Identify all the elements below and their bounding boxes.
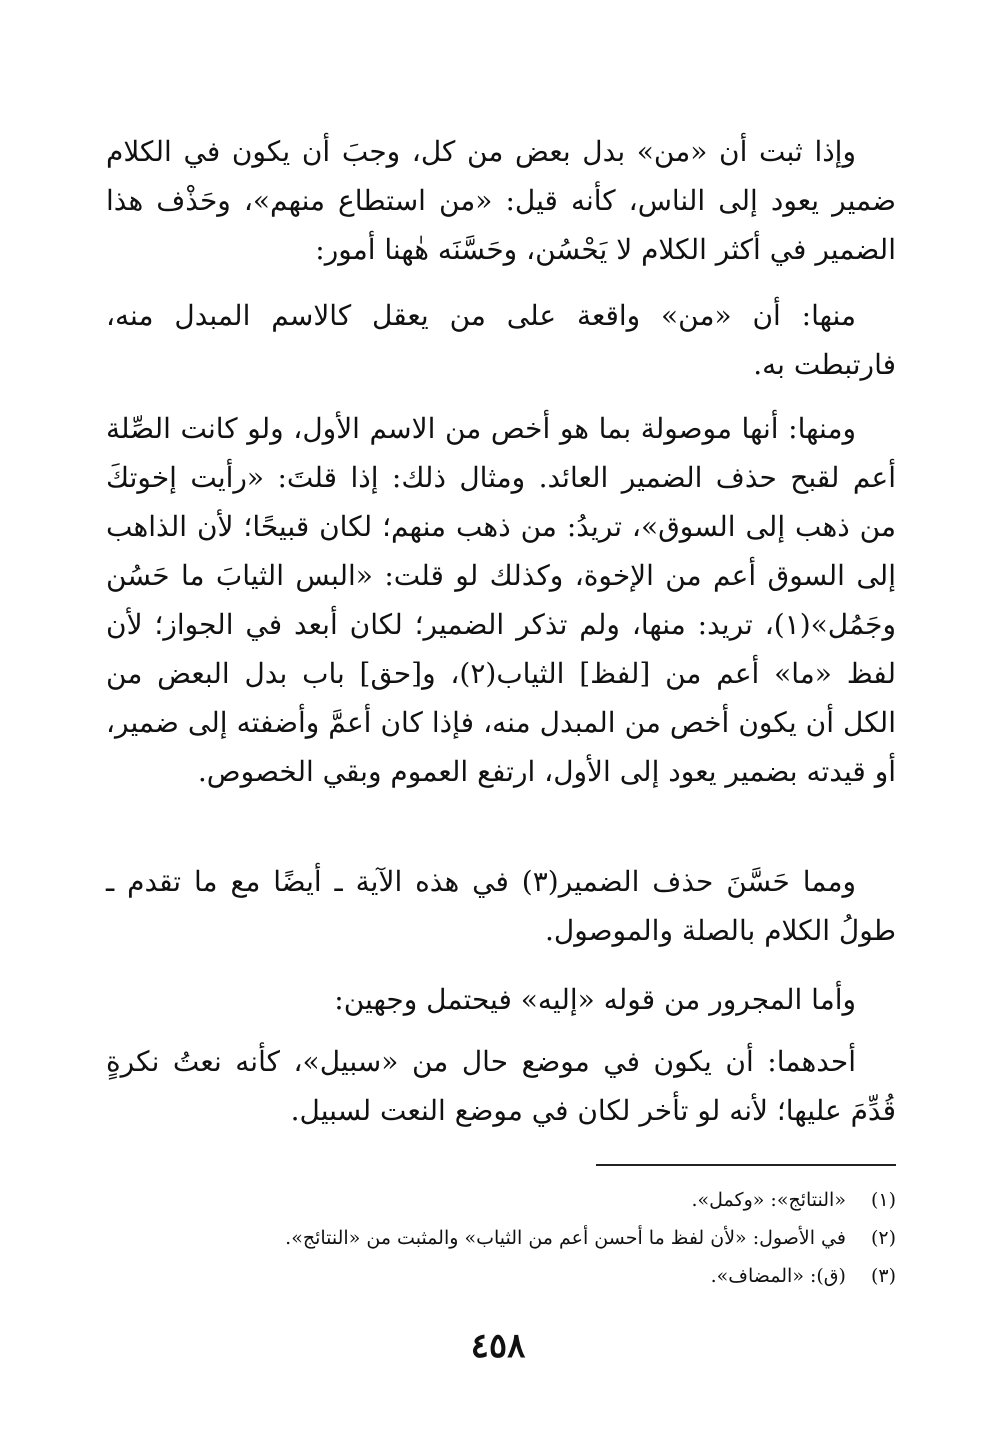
paragraph-4 bbox=[106, 857, 896, 955]
paragraph-6 bbox=[106, 1037, 896, 1135]
paragraph-text: ومما حَسَّنَ حذف الضمير(٣) في هذه الآية ـ أيضًا مع ما تقدم ـ طولُ الكلام بالصلة والموصول. bbox=[106, 865, 896, 947]
footnote-text: «النتائج»: «وكمل». bbox=[691, 1189, 846, 1211]
paragraph-text: وأما المجرور من قوله «إليه» فيحتمل وجهين: bbox=[334, 983, 856, 1016]
footnote-2 bbox=[106, 1219, 896, 1257]
footnote-number: (١) bbox=[870, 1189, 896, 1211]
footnote-1 bbox=[106, 1181, 896, 1219]
paragraph-text: أحدهما: أن يكون في موضع حال من «سبيل»، كأنه نعتُ نكرةٍ قُدِّمَ عليها؛ لأنه لو تأخر لكان في موضع النعت لسبيل. bbox=[106, 1045, 896, 1127]
footnote-number: (٣) bbox=[870, 1265, 896, 1287]
footnotes bbox=[106, 1181, 896, 1295]
footnote-divider bbox=[596, 1164, 896, 1166]
footnote-number: (٢) bbox=[870, 1227, 896, 1249]
footnote-text: (ق): «المضاف». bbox=[710, 1265, 846, 1287]
paragraph-text: منها: أن «من» واقعة على من يعقل كالاسم المبدل منه، فارتبطت به. bbox=[106, 299, 896, 381]
paragraph-text: وإذا ثبت أن «من» بدل بعض من كل، وجبَ أن يكون في الكلام ضمير يعود إلى الناس، كأنه قيل: «من استطاع منهم»، وحَذْف هذا الضمير في أكثر الكلام لا يَحْسُن، وحَسَّنَه هٰهنا أمور: bbox=[106, 135, 896, 266]
paragraph-1 bbox=[106, 127, 896, 274]
paragraph-text: ومنها: أنها موصولة بما هو أخص من الاسم الأول، ولو كانت الصِّلة أعم لقبح حذف الضمير العائد. ومثال ذلك: إذا قلتَ: «رأيت إخوتكَ من ذهب إلى السوق»، تريدُ: من ذهب منهم؛ لكان قبيحًا؛ لأن الذاهب إلى السوق أعم من الإخوة، وكذلك لو قلت: «البس الثيابَ ما حَسُن وجَمُل»(١)، تريد: منها، ولم تذكر الضمير؛ لكان أبعد في الجواز؛ لأن لفظ «ما» أعم من [لفظ] الثياب(٢)، و[حق] باب بدل البعض من الكل أن يكون أخص من المبدل منه، فإذا كان أعمَّ وأضفته إلى ضمير، أو قيدته بضمير يعود إلى الأول، ارتفع العموم وبقي الخصوص. bbox=[106, 412, 896, 788]
paragraph-2 bbox=[106, 291, 896, 389]
footnote-text: في الأصول: «لأن لفظ ما أحسن أعم من الثياب» والمثبت من «النتائج». bbox=[285, 1227, 846, 1249]
paragraph-3 bbox=[106, 404, 896, 796]
page-number: ٤٥٨ bbox=[470, 1326, 526, 1366]
footnote-3 bbox=[106, 1257, 896, 1295]
paragraph-5 bbox=[106, 975, 896, 1024]
